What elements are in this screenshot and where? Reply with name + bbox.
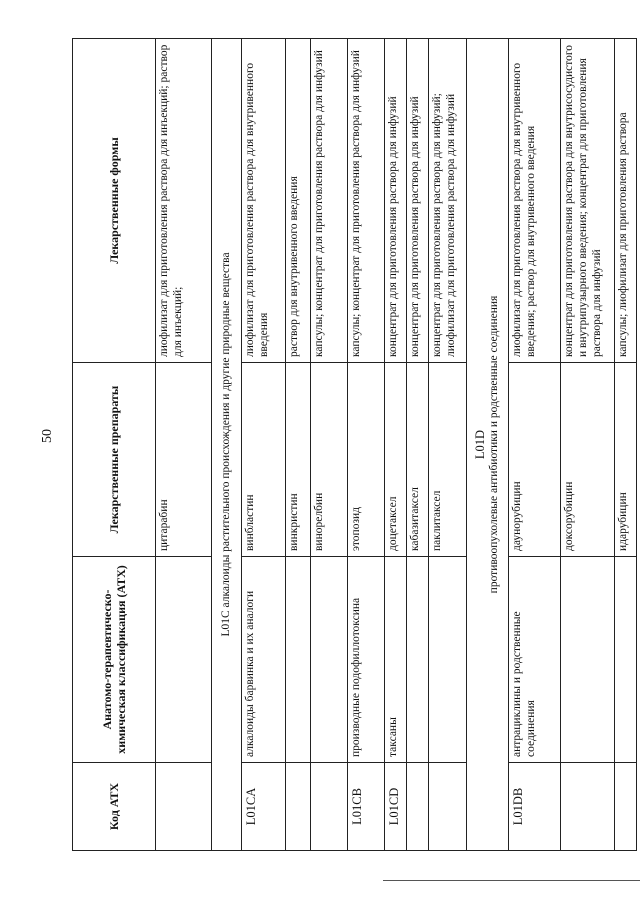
code-cell — [407, 763, 429, 851]
header-classification: Анатомо-терапевтическо-химическая классификация (АТХ) — [73, 557, 156, 763]
code-cell: L01CB — [348, 763, 385, 851]
section-row-l01c — [212, 39, 242, 851]
code-cell — [561, 763, 615, 851]
section-row-l01d — [467, 39, 509, 851]
classification-cell — [561, 557, 615, 763]
table-row — [509, 39, 561, 851]
classification-cell: таксаны — [385, 557, 407, 763]
table-row — [615, 39, 637, 851]
section-heading — [467, 39, 509, 851]
table-header-row — [73, 39, 156, 851]
form-cell: капсулы; концентрат для приготовления раствора для инфузий — [348, 39, 385, 363]
classification-cell — [156, 557, 212, 763]
form-cell: капсулы; лиофилизат для приготовления раствора — [615, 39, 637, 363]
code-cell — [311, 763, 348, 851]
drug-cell: винорелбин — [311, 363, 348, 557]
header-forms: Лекарственные формы — [73, 39, 156, 363]
table-row — [561, 39, 615, 851]
drug-cell: этопозид — [348, 363, 385, 557]
code-cell — [615, 763, 637, 851]
section-code: L01D — [473, 429, 488, 460]
drug-cell: паклитаксел — [429, 363, 467, 557]
classification-cell — [429, 557, 467, 763]
table-row — [429, 39, 467, 851]
form-cell: концентрат для приготовления раствора для инфузий — [385, 39, 407, 363]
drug-cell: винкристин — [286, 363, 311, 557]
drug-cell: доксорубицин — [561, 363, 615, 557]
classification-cell — [311, 557, 348, 763]
classification-cell — [407, 557, 429, 763]
drug-cell: цитарабин — [156, 363, 212, 557]
bottom-rule — [383, 880, 640, 881]
header-code: Код АТХ — [73, 763, 156, 851]
classification-cell — [615, 557, 637, 763]
table-row — [311, 39, 348, 851]
table-row — [385, 39, 407, 851]
classification-cell — [286, 557, 311, 763]
classification-cell: алкалоиды барвинка и их аналоги — [242, 557, 286, 763]
drug-cell: даунорубицин — [509, 363, 561, 557]
drug-cell: винбластин — [242, 363, 286, 557]
table-row — [286, 39, 311, 851]
form-cell: лиофилизат для приготовления раствора для инъекций; раствор для инъекций; — [156, 39, 212, 363]
code-cell — [156, 763, 212, 851]
classification-cell: антрациклины и родственные соединения — [509, 557, 561, 763]
drug-cell: доцетаксел — [385, 363, 407, 557]
form-cell: капсулы; концентрат для приготовления раствора для инфузий — [311, 39, 348, 363]
section-title: L01C алкалоиды растительного происхождения и другие природные вещества — [212, 39, 242, 851]
form-cell: концентрат для приготовления раствора для инфузий — [407, 39, 429, 363]
code-cell: L01CD — [385, 763, 407, 851]
drug-cell: идарубицин — [615, 363, 637, 557]
form-cell: концентрат для приготовления раствора для инфузий; лиофилизат для приготовления раствора для инфузий — [429, 39, 467, 363]
code-cell — [286, 763, 311, 851]
table-row — [242, 39, 286, 851]
form-cell: лиофилизат для приготовления раствора для внутривенного введения — [242, 39, 286, 363]
form-cell: лиофилизат для приготовления раствора для внутривенного введения; раствор для внутривенного введения — [509, 39, 561, 363]
code-cell: L01DB — [509, 763, 561, 851]
page-number: 50 — [40, 429, 55, 443]
drug-cell: кабазитаксел — [407, 363, 429, 557]
section-title: противоопухолевые антибиотики и родственные соединения — [488, 295, 501, 594]
form-cell: раствор для внутривенного введения — [286, 39, 311, 363]
code-cell: L01CA — [242, 763, 286, 851]
table-row — [407, 39, 429, 851]
code-cell — [429, 763, 467, 851]
table-row — [348, 39, 385, 851]
table-row — [156, 39, 212, 851]
rotated-page-content — [72, 39, 629, 851]
header-drugs: Лекарственные препараты — [73, 363, 156, 557]
atc-drug-table — [72, 38, 637, 851]
classification-cell: производные подофиллотоксина — [348, 557, 385, 763]
form-cell: концентрат для приготовления раствора для внутрисосудистого и внутрипузырного введения; концентрат для приготовления раствора для инфузий — [561, 39, 615, 363]
